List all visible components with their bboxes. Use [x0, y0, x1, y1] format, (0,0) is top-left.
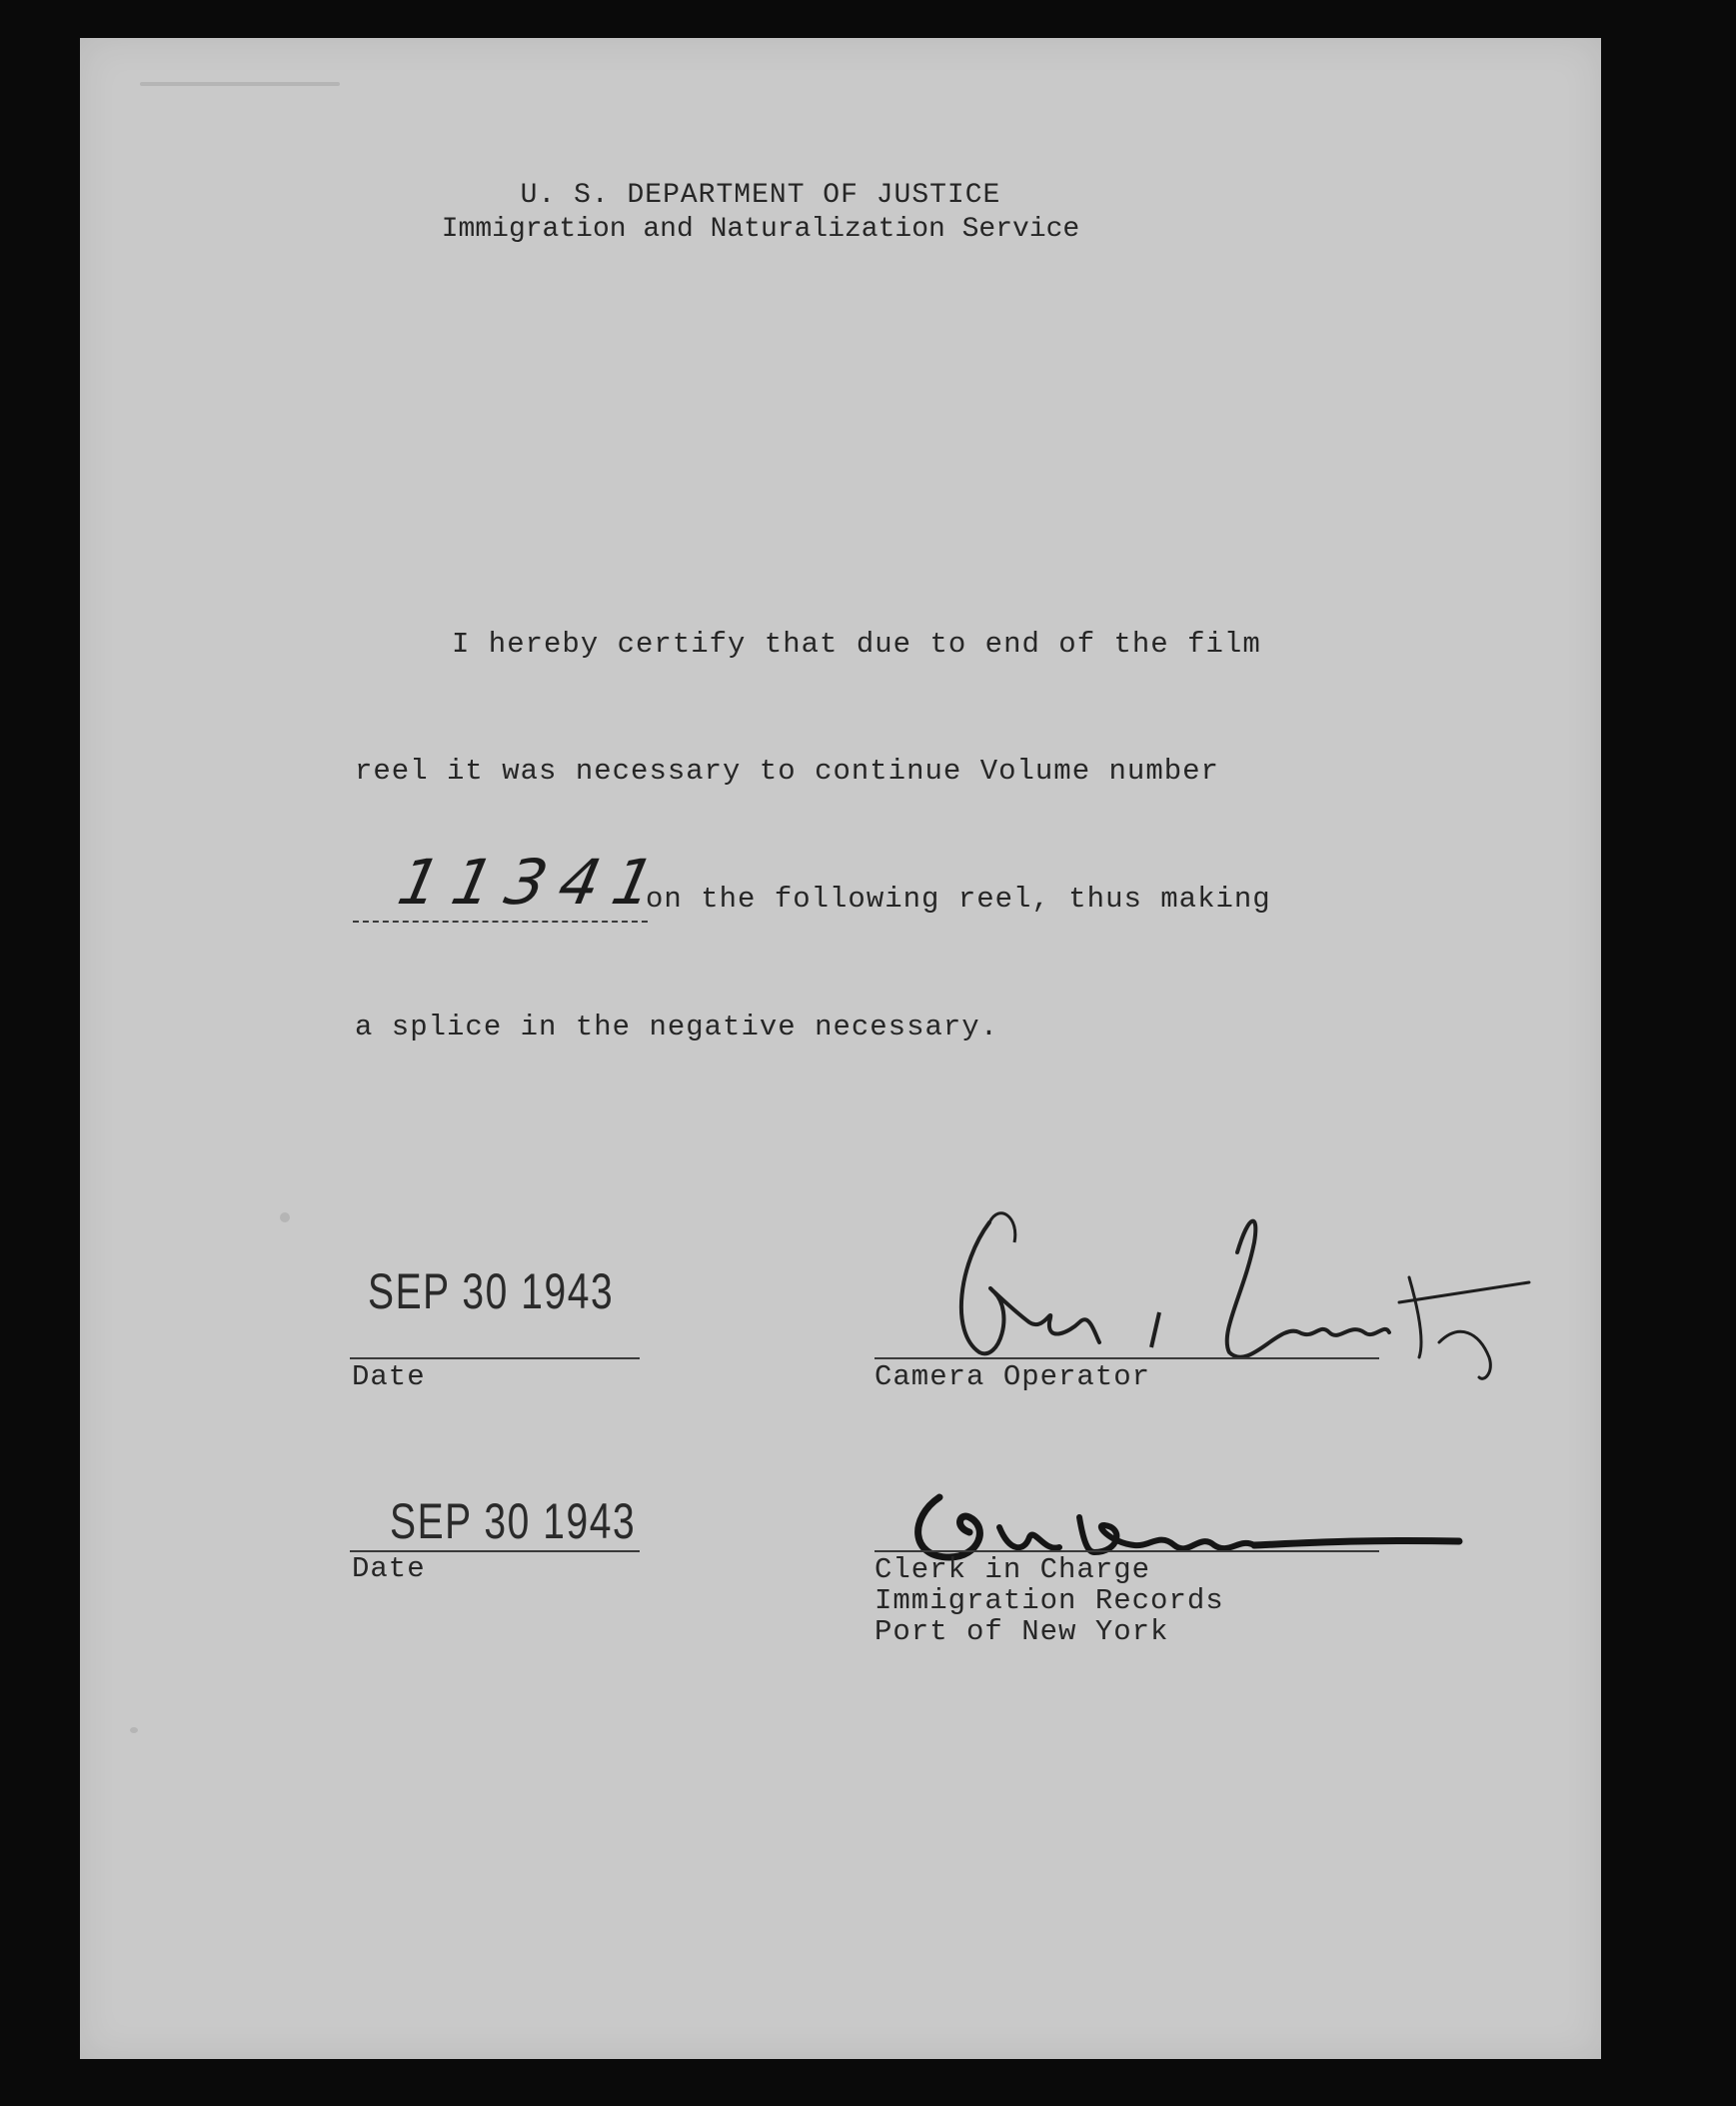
clerk-line [874, 1550, 1379, 1552]
certification-line-4: a splice in the negative necessary. [355, 1011, 999, 1044]
paper-speck [140, 82, 340, 86]
date-stamp-1: SEP 30 1943 [368, 1263, 615, 1319]
paper-speck [280, 1212, 290, 1222]
date-line-1 [350, 1357, 640, 1359]
paper-speck [130, 1727, 138, 1733]
clerk-role-line-1: Clerk in Charge [874, 1553, 1151, 1586]
date-stamp-2: SEP 30 1943 [390, 1493, 637, 1549]
clerk-role-line-3: Port of New York [874, 1615, 1169, 1648]
document-sheet [80, 38, 1601, 2059]
date-label-2: Date [352, 1552, 426, 1585]
camera-operator-label: Camera Operator [874, 1360, 1151, 1393]
volume-number-handwritten: 11341 [392, 846, 675, 919]
certification-line-2: reel it was necessary to continue Volume number [355, 755, 1219, 788]
certification-line-3: on the following reel, thus making [646, 883, 1271, 916]
service-subheading: Immigration and Naturalization Service [441, 214, 1080, 245]
certification-line-1: I hereby certify that due to end of the film [452, 628, 1261, 661]
camera-operator-line [874, 1357, 1379, 1359]
volume-number-underline [353, 921, 648, 923]
clerk-role-line-2: Immigration Records [874, 1584, 1224, 1617]
department-heading: U. S. DEPARTMENT OF JUSTICE [520, 180, 1001, 211]
date-label-1: Date [352, 1360, 426, 1393]
